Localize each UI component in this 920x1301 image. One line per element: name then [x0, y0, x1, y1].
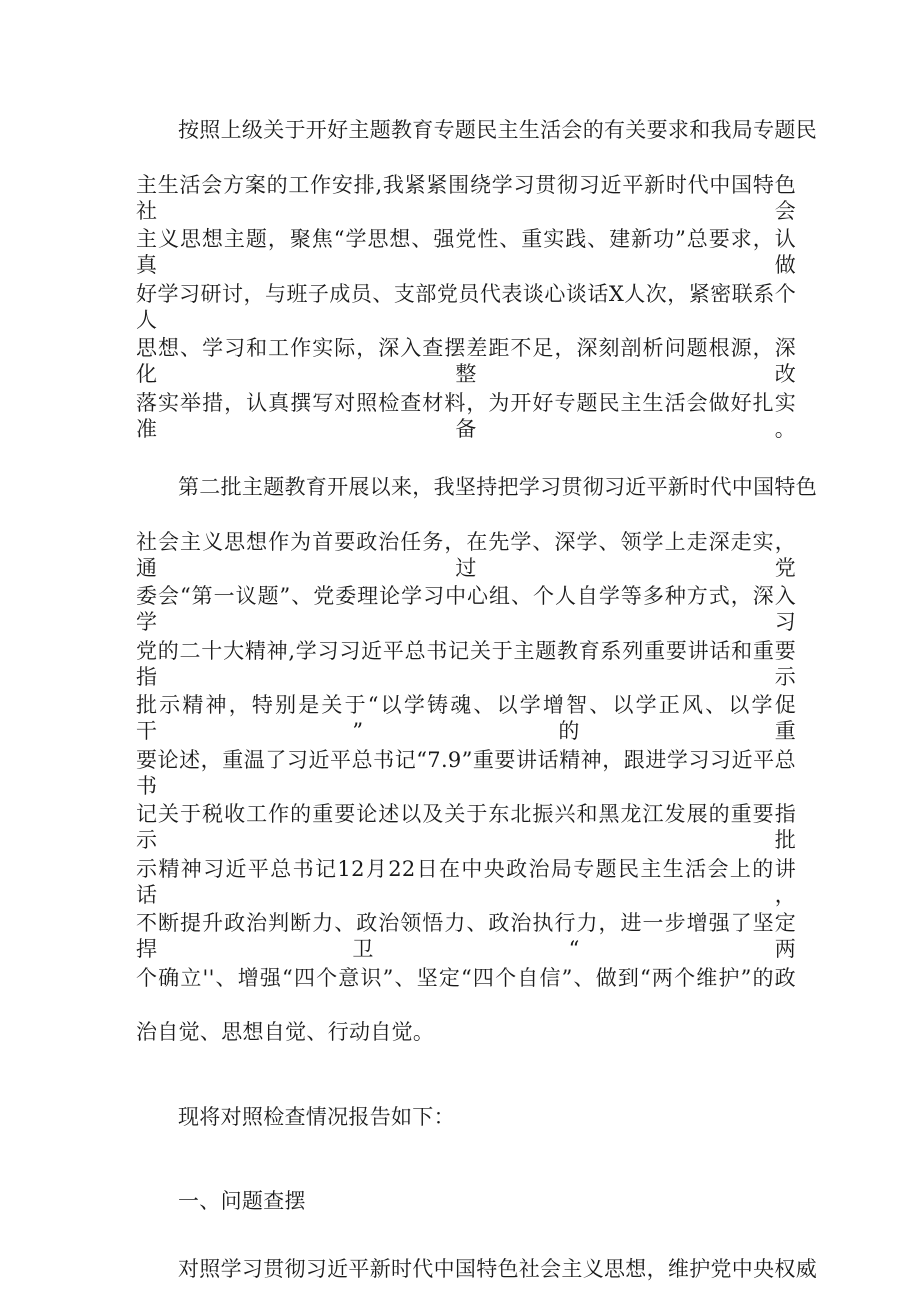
text-line: 记关于税收工作的重要论述以及关于东北振兴和黑龙江发展的重要指示批	[136, 802, 796, 852]
text-line: 个确立''、增强“四个意识”、坚定“四个自信”、做到“两个维护”的政	[136, 966, 796, 990]
text-line: 党的二十大精神,学习习近平总书记关于主题教育系列重要讲话和重要指示	[136, 639, 796, 689]
text-line: 主生活会方案的工作安排,我紧紧围绕学习贯彻习近平新时代中国特色社会	[136, 173, 796, 223]
paragraph-problem-review: 对照学习贯彻习近平新时代中国特色社会主义思想，维护党中央权威	[178, 1257, 817, 1281]
text-line: 批示精神，特别是关于“以学铸魂、以学增智、以学正风、以学促干”的重	[136, 693, 796, 743]
text-line: 第二批主题教育开展以来，我坚持把学习贯彻习近平新时代中国特色	[178, 475, 817, 499]
text-line: 好学习研讨，与班子成员、支部党员代表谈心谈话X人次，紧密联系个人	[136, 282, 796, 332]
text-line: 委会“第一议题”、党委理论学习中心组、个人自学等多种方式，深入学习	[136, 584, 796, 634]
text-line: 治自觉、思想自觉、行动自觉。	[136, 1020, 435, 1044]
text-line: 示精神习近平总书记12月22日在中央政治局专题民主生活会上的讲话，	[136, 857, 796, 907]
text-line: 社会主义思想作为首要政治任务，在先学、深学、领学上走深走实，通过党	[136, 530, 796, 580]
text-line: 按照上级关于开好主题教育专题民主生活会的有关要求和我局专题民	[178, 118, 817, 142]
text-line: 思想、学习和工作实际，深入查摆差距不足，深刻剖析问题根源，深化整改	[136, 336, 796, 386]
text-line: 不断提升政治判断力、政治领悟力、政治执行力，进一步增强了坚定捍卫“两	[136, 911, 796, 961]
text-line: 主义思想主题，聚焦“学思想、强党性、重实践、建新功”总要求，认真做	[136, 227, 796, 277]
section-heading: 一、问题查摆	[178, 1189, 306, 1213]
text-line: 落实举措，认真撰写对照检查材料，为开好专题民主生活会做好扎实准备。	[136, 391, 796, 441]
text-line: 要论述，重温了习近平总书记“7.9”重要讲话精神，跟进学习习近平总书	[136, 748, 796, 798]
paragraph-report-intro: 现将对照检查情况报告如下：	[178, 1105, 455, 1129]
